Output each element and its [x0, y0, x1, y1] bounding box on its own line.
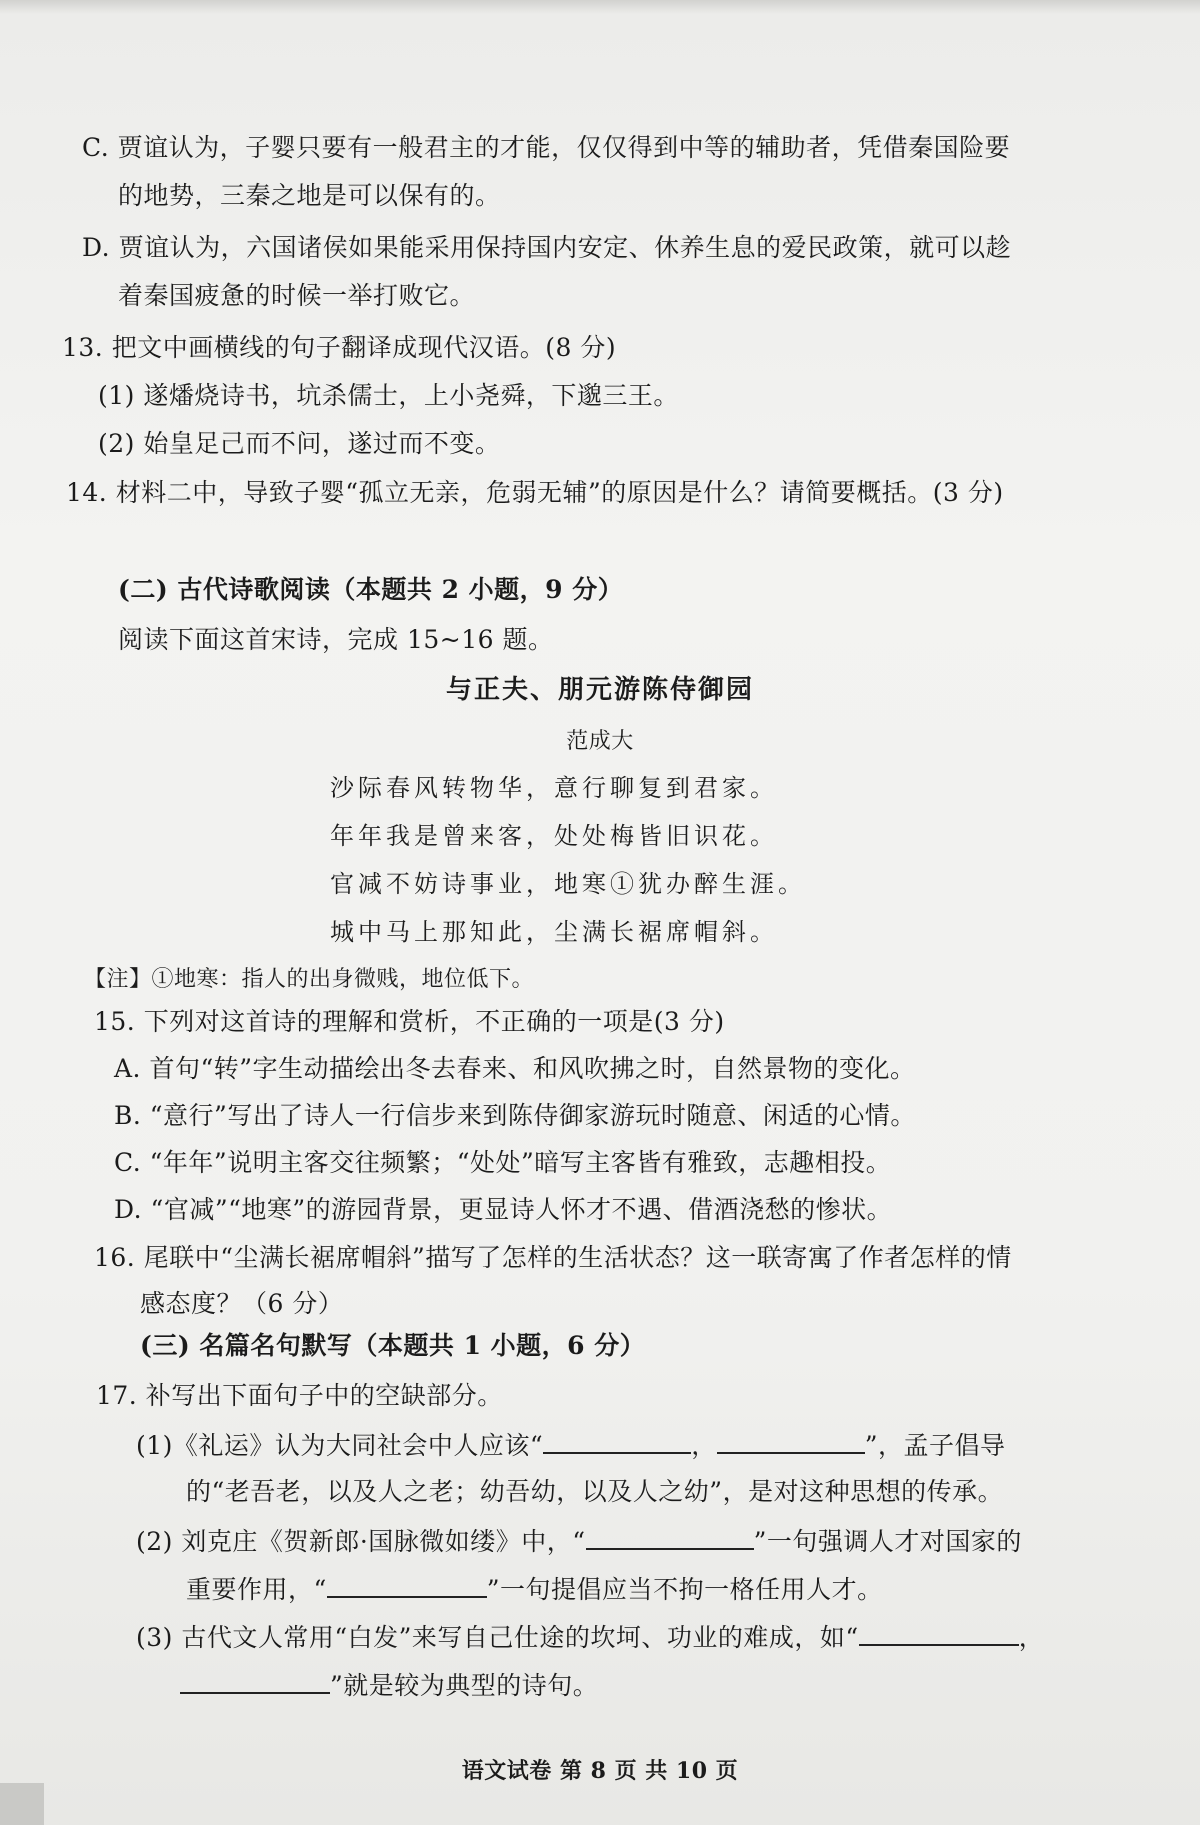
q17-part3-line1 [136, 1620, 1044, 1654]
section-3-heading: (三) 名篇名句默写（本题共 1 小题，6 分） [140, 1331, 646, 1360]
question-number: 13. [62, 333, 104, 362]
answer-blank[interactable] [859, 1620, 1019, 1646]
poem-line-1: 沙际春风转物华，意行聊复到君家。 [330, 774, 778, 802]
q17-text: ”就是较为典型的诗句。 [330, 1671, 599, 1700]
q17-part2-line2 [186, 1572, 883, 1606]
poem-title: 与正夫、朋元游陈侍御园 [445, 675, 754, 705]
scan-corner-mark [0, 1783, 44, 1825]
q17-part2-line1 [136, 1524, 1022, 1558]
q12-option-c-line2: 的地势，三秦之地是可以保有的。 [118, 181, 501, 210]
q17-text: ”，孟子倡导 [864, 1431, 1006, 1460]
poem-line-2: 年年我是曾来客，处处梅皆旧识花。 [330, 822, 778, 850]
q16-line2: 感态度？（6 分） [140, 1289, 344, 1318]
q15-option-b: B. “意行”写出了诗人一行信步来到陈侍御家游玩时随意、闲适的心情。 [114, 1101, 916, 1130]
q17-text: ， [1018, 1623, 1045, 1652]
q17-part1-line2: 的“老吾老，以及人之老；幼吾幼，以及人之幼”，是对这种思想的传承。 [186, 1477, 1004, 1506]
q15-stem: 15. 下列对这首诗的理解和赏析，不正确的一项是(3 分) [94, 1007, 725, 1036]
q17-text: (2) 刘克庄《贺新郎·国脉微如缕》中，“ [136, 1527, 586, 1556]
question-number: 14. [66, 478, 108, 507]
q15-option-d: D. “官减”“地寒”的游园背景，更显诗人怀才不遇、借酒浇愁的惨状。 [114, 1195, 893, 1224]
q17-stem: 17. 补写出下面句子中的空缺部分。 [96, 1381, 503, 1410]
q15-option-c: C. “年年”说明主客交往频繁；“处处”暗写主客皆有雅致，志趣相投。 [114, 1148, 892, 1177]
q13-sentence-2: (2) 始皇足己而不问，遂过而不变。 [98, 429, 501, 458]
poem-line-4: 城中马上那知此，尘满长裾席帽斜。 [330, 918, 778, 946]
question-text: 把文中画横线的句子翻译成现代汉语。(8 分) [111, 333, 617, 362]
option-text: 贾谊认为，子婴只要有一般君主的才能，仅仅得到中等的辅助者，凭借秦国险要 [117, 133, 1011, 162]
section-2-intro: 阅读下面这首宋诗，完成 15~16 题。 [118, 625, 554, 654]
question-text: 材料二中，导致子婴“孤立无亲，危弱无辅”的原因是什么？请简要概括。(3 分) [115, 478, 1004, 507]
option-label: C. [82, 133, 110, 162]
answer-blank[interactable] [327, 1572, 487, 1598]
q16-line1: 16. 尾联中“尘满长裾席帽斜”描写了怎样的生活状态？这一联寄寓了作者怎样的情 [94, 1243, 1012, 1272]
q12-option-c-line1 [82, 132, 1010, 164]
q12-option-d-line2: 着秦国疲惫的时候一举打败它。 [118, 281, 476, 310]
q17-part3-line2 [180, 1668, 598, 1702]
scan-top-edge [0, 0, 1200, 14]
q17-part1-line1 [136, 1428, 1006, 1462]
option-label: D. [82, 233, 111, 262]
q17-text: (1)《礼运》认为大同社会中人应该“ [136, 1431, 544, 1460]
q15-option-a: A. 首句“转”字生动描绘出冬去春来、和风吹拂之时，自然景物的变化。 [114, 1054, 916, 1083]
poem-note: 【注】①地寒：指人的出身微贱，地位低下。 [84, 967, 535, 992]
poem-line-3: 官减不妨诗事业，地寒①犹办醉生涯。 [330, 870, 806, 898]
option-text: 贾谊认为，六国诸侯如果能采用保持国内安定、休养生息的爱民政策，就可以趁 [118, 233, 1012, 262]
q17-text: ， [691, 1431, 717, 1460]
q17-text: 重要作用，“ [186, 1575, 327, 1604]
answer-blank[interactable] [586, 1524, 754, 1550]
poem-author: 范成大 [566, 729, 634, 754]
q17-text: ”一句提倡应当不拘一格任用人才。 [486, 1575, 883, 1604]
page-footer: 语文试卷 第 8 页 共 10 页 [461, 1758, 739, 1784]
q12-option-d-line1 [82, 232, 1011, 264]
answer-blank[interactable] [543, 1428, 691, 1454]
q17-text: (3) 古代文人常用“白发”来写自己仕途的坎坷、功业的难成，如“ [136, 1623, 859, 1652]
answer-blank[interactable] [180, 1668, 330, 1694]
q14-stem [66, 477, 1004, 509]
q13-stem [62, 332, 616, 364]
q13-sentence-1: (1) 遂燔烧诗书，坑杀儒士，上小尧舜，下邈三王。 [98, 381, 679, 410]
section-2-heading: (二) 古代诗歌阅读（本题共 2 小题，9 分） [118, 575, 624, 604]
answer-blank[interactable] [717, 1428, 865, 1454]
q17-text: ”一句强调人才对国家的 [753, 1527, 1022, 1556]
